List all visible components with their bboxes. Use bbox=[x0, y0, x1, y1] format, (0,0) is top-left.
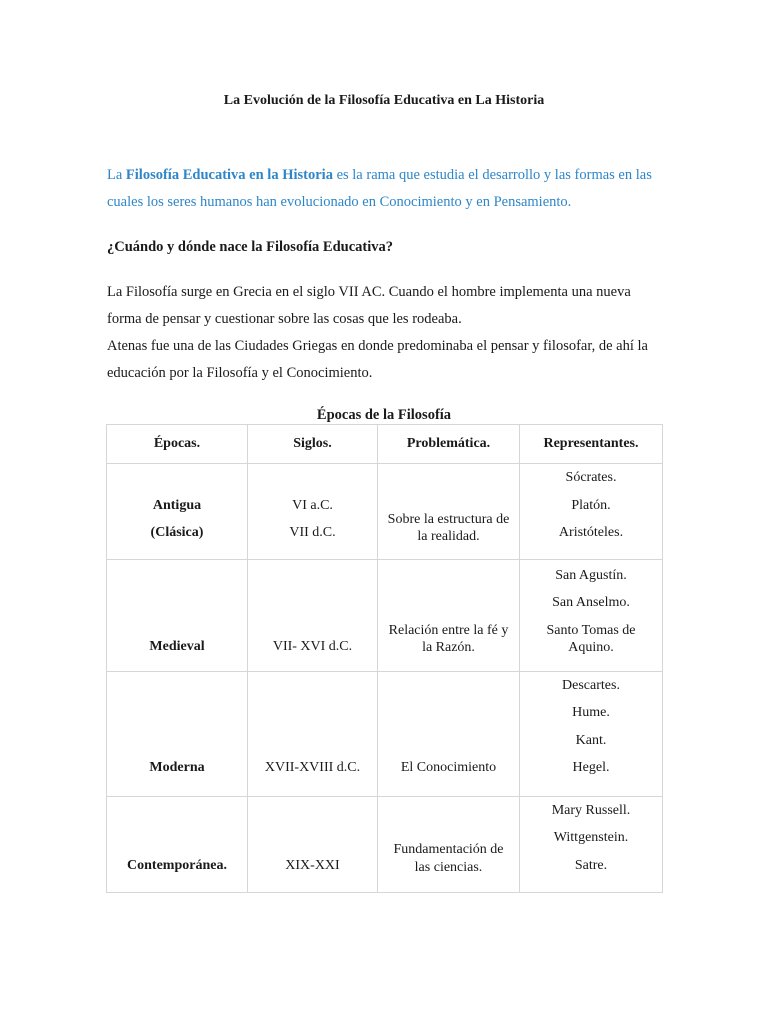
centuries-cell bbox=[248, 559, 378, 671]
century-value: VII d.C. bbox=[289, 525, 336, 540]
centuries-cell bbox=[248, 796, 378, 893]
representative-name: Hegel. bbox=[572, 760, 610, 775]
body-paragraph-1: La Filosofía surge en Grecia en el siglo VII AC. Cuando el hombre implementa una nueva forma de pensar y cuestionar sobre las cosas que les rodeaba. bbox=[107, 284, 631, 327]
body-text bbox=[107, 279, 667, 387]
representative-name: Aristóteles. bbox=[558, 525, 624, 540]
representative-name: Hume. bbox=[572, 705, 610, 720]
representative-name: Wittgenstein. bbox=[553, 830, 629, 845]
epochs-table bbox=[106, 424, 663, 893]
problem-text: Sobre la estructura de la realidad. bbox=[387, 511, 510, 544]
centuries-cell bbox=[248, 671, 378, 796]
representative-name: Mary Russell. bbox=[551, 802, 631, 818]
epoch-name: Antigua bbox=[152, 497, 202, 513]
problem-text: El Conocimiento bbox=[400, 760, 497, 775]
header-problem: Problemática. bbox=[378, 425, 520, 464]
century-value: VII- XVI d.C. bbox=[272, 639, 353, 654]
epoch-cell bbox=[107, 464, 248, 560]
representative-name: Platón. bbox=[571, 497, 611, 513]
epoch-cell bbox=[107, 671, 248, 796]
representative-name: Satre. bbox=[574, 857, 608, 873]
problem-cell bbox=[378, 796, 520, 893]
document-title: La Evolución de la Filosofía Educativa en La Historia bbox=[223, 93, 545, 108]
representatives-cell bbox=[520, 796, 663, 893]
intro-bold-term: Filosofía Educativa en la Historia bbox=[125, 167, 333, 183]
epoch-cell bbox=[107, 559, 248, 671]
century-value: XIX-XXI bbox=[285, 857, 340, 873]
table-header-row bbox=[107, 425, 663, 464]
body-paragraph-2: Atenas fue una de las Ciudades Griegas en donde predominaba el pensar y filosofar, de ahí la educación por la Filosofía y el Conocimiento. bbox=[107, 338, 648, 381]
epoch-name: Moderna bbox=[149, 760, 205, 775]
intro-rest: es la rama que estudia el desarrollo y las formas en las cuales los seres humanos han evolucionado en Conocimiento y en Pensamiento. bbox=[107, 167, 652, 210]
intro-paragraph bbox=[107, 162, 667, 216]
representatives-cell bbox=[520, 671, 663, 796]
representative-name: Descartes. bbox=[562, 677, 620, 693]
representative-name: Santo Tomas de Aquino. bbox=[546, 622, 636, 655]
epoch-name: Contemporánea. bbox=[127, 857, 227, 873]
problem-cell bbox=[378, 559, 520, 671]
table-row bbox=[107, 559, 663, 671]
problem-cell bbox=[378, 671, 520, 796]
representative-name: San Agustín. bbox=[555, 567, 627, 583]
epoch-cell bbox=[107, 796, 248, 893]
problem-cell bbox=[378, 464, 520, 560]
representatives-cell bbox=[520, 559, 663, 671]
representative-name: San Anselmo. bbox=[552, 595, 630, 610]
header-epochs: Épocas. bbox=[107, 425, 248, 464]
century-value: XVII-XVIII d.C. bbox=[264, 760, 361, 775]
centuries-cell bbox=[248, 464, 378, 560]
table-caption: Épocas de la Filosofía bbox=[316, 407, 452, 423]
intro-lead: La bbox=[107, 167, 126, 183]
representatives-cell bbox=[520, 464, 663, 560]
table-row bbox=[107, 671, 663, 796]
problem-text: Relación entre la fé y la Razón. bbox=[388, 622, 509, 655]
century-value: VI a.C. bbox=[292, 497, 333, 513]
epoch-name: Medieval bbox=[149, 639, 205, 654]
table-row bbox=[107, 464, 663, 560]
header-representatives: Representantes. bbox=[520, 425, 663, 464]
section-question-heading: ¿Cuándo y dónde nace la Filosofía Educativa? bbox=[107, 239, 394, 255]
table-row bbox=[107, 796, 663, 893]
epoch-name: (Clásica) bbox=[150, 525, 204, 540]
header-centuries: Siglos. bbox=[248, 425, 378, 464]
representative-name: Kant. bbox=[575, 732, 607, 748]
representative-name: Sócrates. bbox=[565, 470, 617, 485]
problem-text: Fundamentación de las ciencias. bbox=[393, 842, 504, 875]
